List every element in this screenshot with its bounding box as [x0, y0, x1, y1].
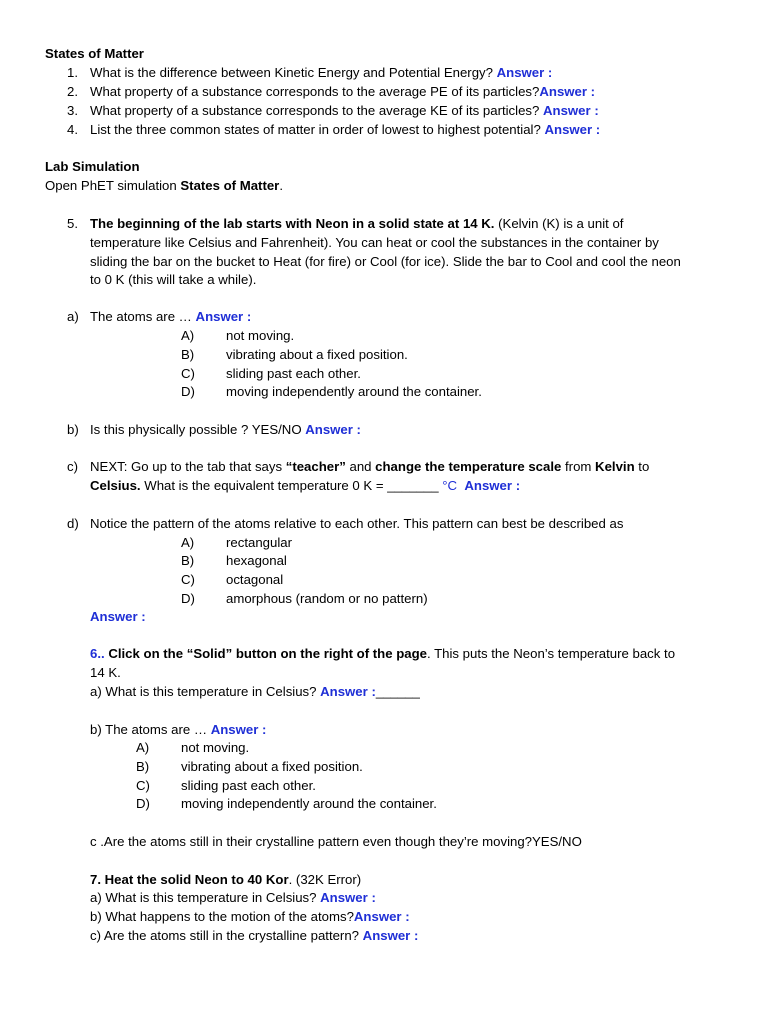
- question-6c: c .Are the atoms still in their crystalline pattern even though they’re moving?YES/NO: [90, 834, 582, 849]
- question-4-text: List the three common states of matter in order of lowest to highest potential?: [90, 122, 545, 137]
- option-text: moving independently around the container.: [226, 384, 482, 399]
- part-c-text-3: and: [345, 459, 376, 474]
- answer-label: Answer :: [544, 122, 601, 137]
- option-letter: A): [136, 740, 150, 755]
- question-7c: [90, 928, 418, 944]
- option-letter: B): [181, 347, 195, 362]
- answer-label: Answer :: [90, 609, 146, 624]
- question-6-bold: Click on the “Solid” button on the right of the page: [104, 646, 428, 661]
- part-c-text-1: NEXT: Go up to the tab that says: [90, 459, 286, 474]
- question-6-line-2: 14 K.: [90, 665, 121, 680]
- lab-intro-suffix: .: [279, 178, 283, 193]
- option-letter: B): [136, 759, 150, 774]
- option-text: not moving.: [226, 328, 295, 343]
- option-text: moving independently around the container.: [181, 796, 437, 811]
- answer-label: Answer :: [464, 478, 521, 493]
- option-text: vibrating about a fixed position.: [181, 759, 363, 774]
- part-d-text: Notice the pattern of the atoms relative to each other. This pattern can best be described as: [90, 516, 624, 531]
- question-5-line-1: [90, 216, 623, 232]
- question-2: [90, 84, 595, 100]
- part-a-text: The atoms are …: [90, 309, 196, 324]
- question-5-number: 5.: [67, 216, 78, 231]
- answer-label: Answer :: [539, 84, 596, 99]
- option-text: not moving.: [181, 740, 250, 755]
- option-text: sliding past each other.: [226, 366, 361, 381]
- question-6-rest: . This puts the Neon’s temperature back to: [427, 646, 676, 661]
- part-a-label: a): [67, 309, 79, 324]
- part-c-line-2: [90, 478, 520, 494]
- lab-intro: [45, 178, 283, 194]
- answer-label: Answer :: [496, 65, 553, 80]
- part-c-text-5: from: [561, 459, 596, 474]
- part-c-line-1: [90, 459, 649, 475]
- answer-label: Answer :: [305, 422, 361, 437]
- option-text: hexagonal: [226, 553, 287, 568]
- option-letter: B): [181, 553, 195, 568]
- part-b-text: Is this physically possible ? YES/NO: [90, 422, 306, 437]
- question-7b: [90, 909, 410, 925]
- answer-label: Answer :: [320, 684, 376, 699]
- question-4: [90, 122, 600, 138]
- question-3-text: What property of a substance corresponds to the average KE of its particles?: [90, 103, 544, 118]
- answer-label: Answer :: [210, 722, 267, 737]
- question-3: [90, 103, 599, 119]
- celsius-unit: °C: [442, 478, 458, 493]
- question-6b-text: b) The atoms are …: [90, 722, 211, 737]
- option-text: sliding past each other.: [181, 778, 316, 793]
- celsius-ref: Celsius.: [90, 478, 141, 493]
- part-b-label: b): [67, 422, 79, 437]
- option-letter: C): [136, 778, 150, 793]
- part-b-question: [90, 422, 361, 438]
- answer-label: Answer :: [195, 309, 252, 324]
- option-text: vibrating about a fixed position.: [226, 347, 408, 362]
- part-c-text-7: to: [634, 459, 650, 474]
- kelvin-ref: Kelvin: [595, 459, 635, 474]
- option-text: octagonal: [226, 572, 284, 587]
- question-6-number: 6..: [90, 646, 105, 661]
- question-3-number: 3.: [67, 103, 78, 118]
- question-6a-text: a) What is this temperature in Celsius?: [90, 684, 321, 699]
- question-5-bold: The beginning of the lab starts with Neon in a solid state at 14 K.: [90, 216, 495, 231]
- question-4-number: 4.: [67, 122, 78, 137]
- option-text: amorphous (random or no pattern): [226, 591, 428, 606]
- question-2-text: What property of a substance corresponds to the average PE of its particles?: [90, 84, 540, 99]
- option-letter: A): [181, 535, 195, 550]
- section-title-states-of-matter: States of Matter: [45, 46, 144, 61]
- question-6b: [90, 722, 266, 738]
- question-7-rest: . (32K Error): [288, 872, 362, 887]
- part-c-line-2-text: What is the equivalent temperature 0 K = _______: [140, 478, 443, 493]
- question-6-line-1: [90, 646, 675, 662]
- lab-intro-prefix: Open PhET simulation: [45, 178, 181, 193]
- answer-label: Answer :: [543, 103, 599, 118]
- question-7a-text: a) What is this temperature in Celsius?: [90, 890, 321, 905]
- option-letter: C): [181, 366, 195, 381]
- answer-blank: ______: [375, 684, 420, 699]
- question-5-line-1-rest: (Kelvin (K) is a unit of: [494, 216, 624, 231]
- question-7b-text: b) What happens to the motion of the atoms?: [90, 909, 354, 924]
- option-letter: D): [181, 384, 195, 399]
- question-5-line-3: sliding the bar on the bucket to Heat (for fire) or Cool (for ice). Slide the bar to Cool and cool the neon: [90, 254, 681, 269]
- answer-label: Answer :: [320, 890, 376, 905]
- question-1-number: 1.: [67, 65, 78, 80]
- question-6a: [90, 684, 420, 700]
- teacher-tab-ref: “teacher”: [285, 459, 346, 474]
- question-7-line-1: [90, 872, 361, 888]
- option-text: rectangular: [226, 535, 292, 550]
- change-scale-ref: change the temperature scale: [375, 459, 562, 474]
- option-letter: D): [136, 796, 150, 811]
- question-7c-text: c) Are the atoms still in the crystalline pattern?: [90, 928, 363, 943]
- question-5-line-2: temperature like Celsius and Fahrenheit). You can heat or cool the substances in the container by: [90, 235, 659, 250]
- option-letter: C): [181, 572, 195, 587]
- question-1: [90, 65, 552, 81]
- option-letter: A): [181, 328, 195, 343]
- question-5-line-4: to 0 K (this will take a while).: [90, 272, 257, 287]
- question-1-text: What is the difference between Kinetic Energy and Potential Energy?: [90, 65, 497, 80]
- part-d-label: d): [67, 516, 79, 531]
- question-7-bold: 7. Heat the solid Neon to 40 Kor: [90, 872, 289, 887]
- simulation-name: States of Matter: [180, 178, 280, 193]
- answer-label: Answer :: [353, 909, 410, 924]
- answer-label: Answer :: [362, 928, 419, 943]
- section-title-lab-simulation: Lab Simulation: [45, 159, 140, 174]
- option-letter: D): [181, 591, 195, 606]
- question-7a: [90, 890, 376, 906]
- question-2-number: 2.: [67, 84, 78, 99]
- part-a-question: [90, 309, 251, 325]
- part-c-label: c): [67, 459, 78, 474]
